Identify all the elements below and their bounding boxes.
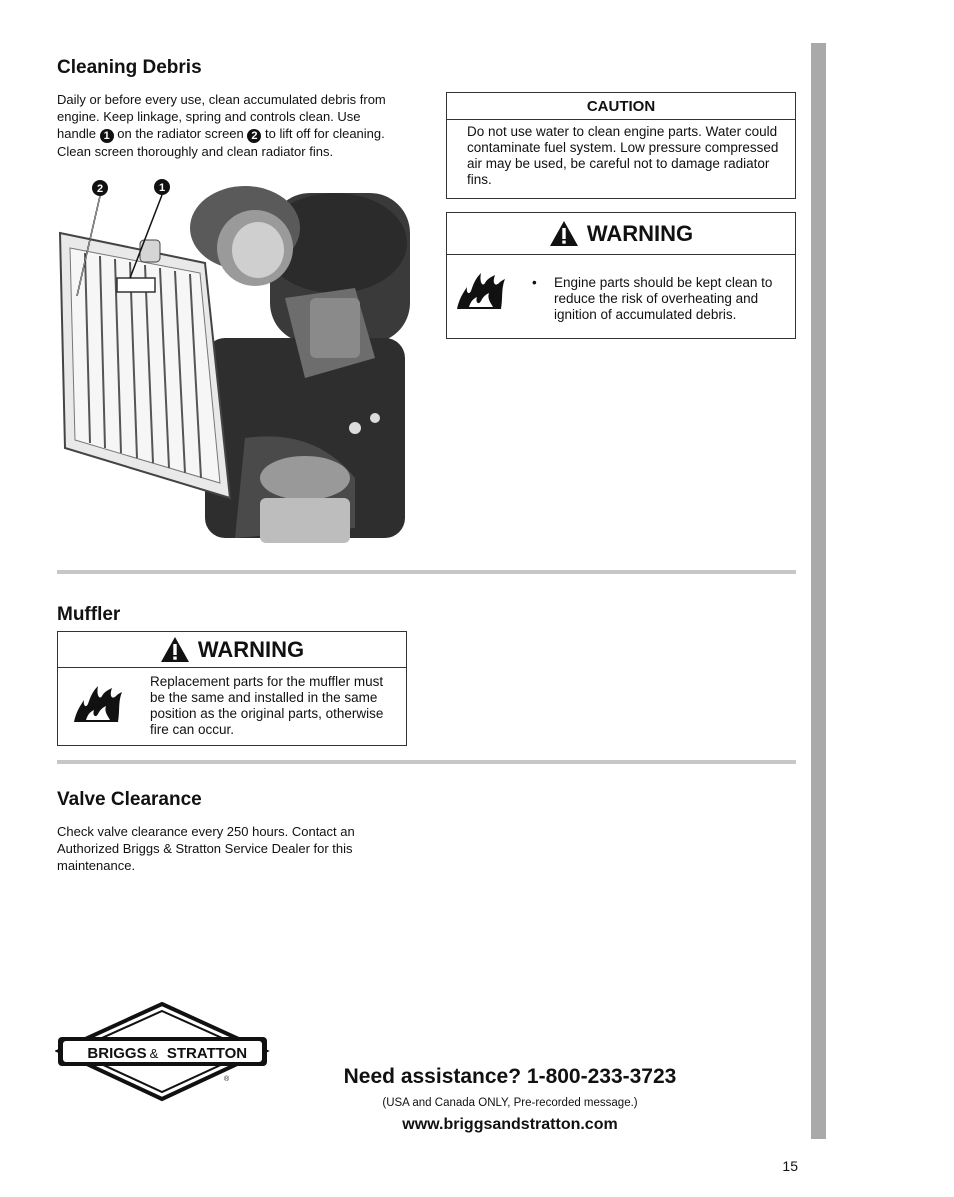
fire-hazard-icon (455, 271, 507, 311)
warning-box-muffler (57, 631, 407, 746)
section-title-muffler: Muffler (57, 604, 121, 625)
cleaning-paragraph (57, 91, 402, 160)
warning-header (447, 213, 795, 255)
muffler-warning-header (58, 632, 406, 668)
figure-callout-1: 1 (158, 182, 166, 194)
warning-triangle-icon (549, 220, 579, 247)
page-edge-bar (811, 43, 826, 1139)
muffler-warning-heading: WARNING (197, 636, 305, 662)
engine-illustration (55, 178, 415, 553)
cleaning-text-c: to lift off for cleaning. Clean screen thoroughly and clean radiator fins. (57, 126, 385, 159)
warning-heading: WARNING (586, 220, 694, 246)
logo-briggs: BRIGGS (87, 1045, 147, 1062)
cleaning-text-b: on the radiator screen (117, 126, 244, 141)
assistance-phone: Need assistance? 1-800-233-3723 (343, 1065, 677, 1088)
section-title-valve: Valve Clearance (57, 789, 202, 810)
warning-bullet: • (532, 275, 537, 290)
callout-2-badge: 2 (247, 129, 261, 143)
page-number: 15 (782, 1158, 798, 1174)
warning-text-debris: Engine parts should be kept clean to reduce the risk of overheating and ignition of accumulated debris. (554, 275, 773, 322)
callout-1-badge: 1 (100, 129, 114, 143)
caution-heading: CAUTION (447, 93, 795, 120)
caution-box (446, 92, 796, 199)
logo-registered: ® (224, 1076, 230, 1083)
briggs-stratton-logo (55, 1002, 270, 1102)
website-link[interactable]: www.briggsandstratton.com (402, 1116, 618, 1133)
cleaning-text-a: Daily or before every use, clean accumulated debris from engine. Keep linkage, spring and controls clean. Use handle (57, 92, 386, 141)
section-divider (57, 760, 796, 764)
logo-stratton: STRATTON (166, 1045, 248, 1062)
logo-ampersand: & (149, 1046, 159, 1061)
section-title-cleaning: Cleaning Debris (57, 57, 202, 78)
fire-hazard-icon (72, 684, 124, 724)
warning-triangle-icon (160, 636, 190, 663)
section-divider (57, 570, 796, 574)
valve-paragraph: Check valve clearance every 250 hours. Contact an Authorized Briggs & Stratton Service Dealer for this maintenance. (57, 824, 355, 873)
warning-box-debris (446, 212, 796, 339)
assistance-note: (USA and Canada ONLY, Pre-recorded message.) (382, 1097, 638, 1109)
muffler-warning-text: Replacement parts for the muffler must be the same and installed in the same position as the original parts, otherwise fire can occur. (150, 674, 384, 737)
caution-text: Do not use water to clean engine parts. Water could contaminate fuel system. Low pressure compressed air may be used, be careful not to damage radiator fins. (467, 124, 779, 187)
figure-callout-2: 2 (96, 183, 104, 195)
